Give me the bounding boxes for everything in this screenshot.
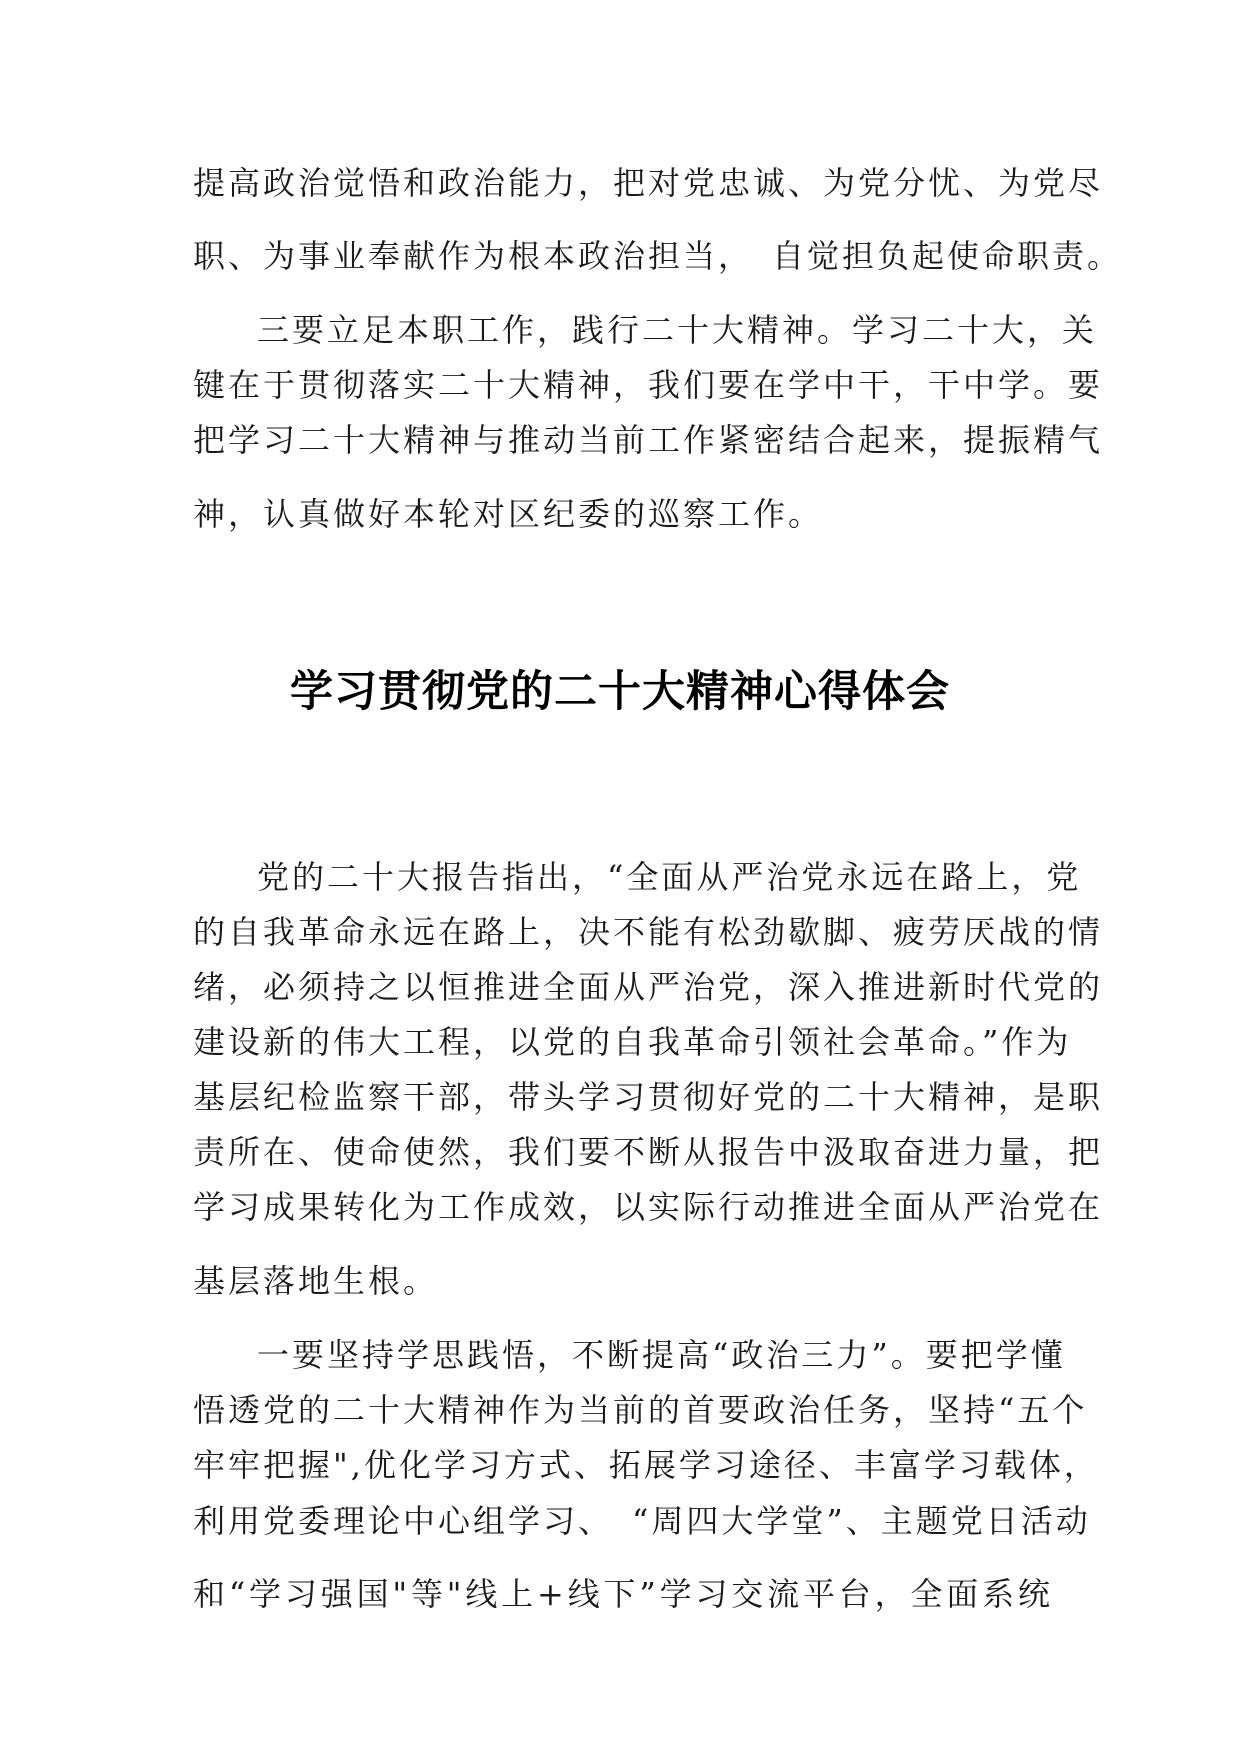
paragraph-line: 键在于贯彻落实二十大精神，我们要在学中干，干中学。要 [193,366,1104,404]
paragraph-line: 建设新的伟大工程，以党的自我革命引领社会革命。”作为 [193,1023,1072,1061]
article-title: 学习贯彻党的二十大精神心得体会 [290,667,950,717]
paragraph-line: 把学习二十大精神与推动当前工作紧密结合起来，提振精气 [193,421,1104,459]
paragraph-line: 责所在、使命使然，我们要不断从报告中汲取奋进力量，把 [193,1133,1104,1171]
paragraph-line: 和“学习强国"等"线上+线下”学习交流平台，全面系统 [193,1575,1053,1613]
paragraph-line: 悟透党的二十大精神作为当前的首要政治任务，坚持“五个 [193,1391,1088,1429]
paragraph-line: 职、为事业奉献作为根本政治担当， 自觉担负起使命职责。 [193,237,1123,275]
paragraph-line: 学习成果转化为工作成效，以实际行动推进全面从严治党在 [193,1188,1104,1226]
paragraph-line: 基层纪检监察干部，带头学习贯彻好党的二十大精神，是职 [193,1078,1104,1116]
paragraph-line: 一要坚持学思践悟，不断提高“政治三力”。要把学懂 [257,1336,1066,1374]
paragraph-line: 三要立足本职工作，践行二十大精神。学习二十大，关 [257,311,1098,349]
paragraph-line: 基层落地生根。 [193,1262,439,1300]
paragraph-line: 的自我革命永远在路上，决不能有松劲歇脚、疲劳厌战的情 [193,913,1104,951]
paragraph-line: 党的二十大报告指出，“全面从严治党永远在路上，党 [257,858,1082,896]
paragraph-line: 神，认真做好本轮对区纪委的巡察工作。 [193,495,824,533]
paragraph-line: 牢牢把握",优化学习方式、拓展学习途径、丰富学习载体， [193,1446,1099,1484]
paragraph-line: 提高政治觉悟和政治能力，把对党忠诚、为党分忧、为党尽 [193,164,1104,202]
paragraph-line: 利用党委理论中心组学习、 “周四大学堂”、主题党日活动 [193,1502,1091,1540]
paragraph-line: 绪，必须持之以恒推进全面从严治党，深入推进新时代党的 [193,968,1104,1006]
